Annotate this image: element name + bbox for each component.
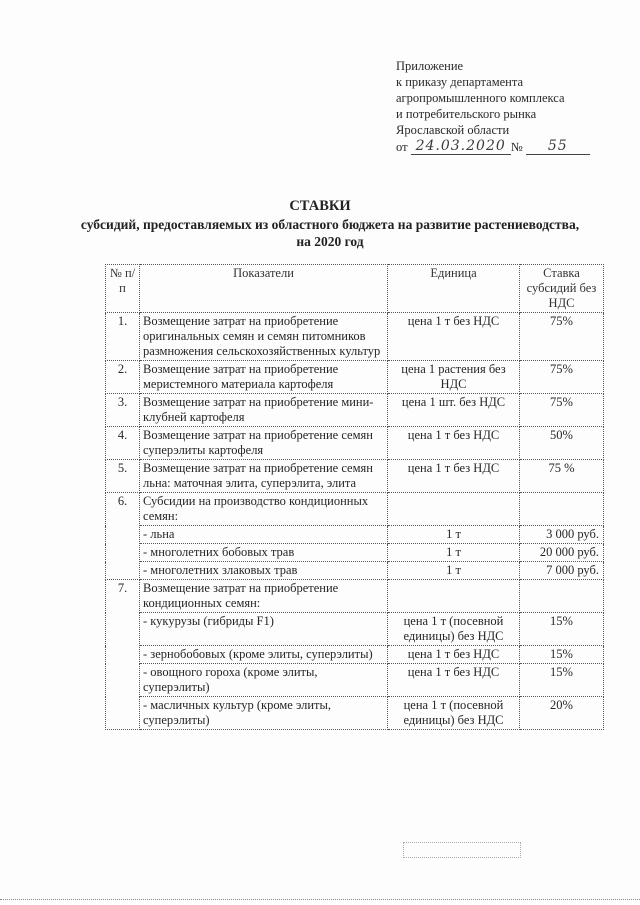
appendix-line: к приказу департамента: [396, 75, 524, 89]
document-title: СТАВКИ: [289, 198, 351, 214]
document-subtitle: субсидий, предоставляемых из областного бюджета на развитие растениеводства, на 2020 год: [80, 217, 580, 249]
table-row: [106, 460, 604, 493]
table-subrow: [106, 646, 604, 664]
from-label: от: [396, 140, 408, 154]
subrow-unit: 1 т: [388, 562, 520, 580]
table-row: [106, 313, 604, 361]
row-indicator: Возмещение затрат на приобретение оригинальных семян и семян питомников размножения сельскохозяйственных культур: [140, 313, 388, 361]
subrow-indicator: - льна: [140, 526, 388, 544]
table-subrow: [106, 544, 604, 562]
subrow-rate: 20%: [520, 697, 604, 730]
table-row: [106, 493, 604, 526]
table-row: [106, 361, 604, 394]
row-unit: цена 1 т без НДС: [388, 427, 520, 460]
page-bottom-divider: [0, 899, 640, 900]
table-subrow: [106, 613, 604, 646]
order-date-number: [396, 138, 636, 155]
row-num: 2.: [106, 361, 140, 394]
row-unit: цена 1 шт. без НДС: [388, 394, 520, 427]
row-section-heading: Возмещение затрат на приобретение кондиционных семян:: [140, 580, 388, 613]
subrow-rate: 15%: [520, 664, 604, 697]
subrow-unit: цена 1 т без НДС: [388, 646, 520, 664]
header-indicator: Показатели: [140, 265, 388, 313]
row-num: 3.: [106, 394, 140, 427]
row-rate-empty: [520, 580, 604, 613]
table-header-row: [106, 265, 604, 313]
row-indicator: Возмещение затрат на приобретение меристемного материала картофеля: [140, 361, 388, 394]
table-row: [106, 394, 604, 427]
appendix-line: Приложение: [396, 59, 464, 73]
row-unit: цена 1 растения без НДС: [388, 361, 520, 394]
table-subrow: [106, 526, 604, 544]
row-num: 7.: [106, 580, 140, 730]
subrow-unit: цена 1 т (посевной единицы) без НДС: [388, 613, 520, 646]
table-subrow: [106, 664, 604, 697]
row-rate: 75 %: [520, 460, 604, 493]
subrow-indicator: - овощного гороха (кроме элиты, суперэлиты): [140, 664, 388, 697]
header-unit: Единица: [388, 265, 520, 313]
appendix-block: [396, 58, 636, 155]
subrow-rate: 20 000 руб.: [520, 544, 604, 562]
row-num: 5.: [106, 460, 140, 493]
subrow-indicator: - кукурузы (гибриды F1): [140, 613, 388, 646]
faded-stamp: [403, 842, 521, 858]
row-indicator: Возмещение затрат на приобретение семян суперэлиты картофеля: [140, 427, 388, 460]
subrow-indicator: - масличных культур (кроме элиты, суперэлиты): [140, 697, 388, 730]
table-subrow: [106, 697, 604, 730]
subrow-unit: 1 т: [388, 526, 520, 544]
row-unit: цена 1 т без НДС: [388, 313, 520, 361]
row-unit-empty: [388, 580, 520, 613]
subrow-indicator: - зернобобовых (кроме элиты, суперэлиты): [140, 646, 388, 664]
row-unit-empty: [388, 493, 520, 526]
subrow-unit: цена 1 т без НДС: [388, 664, 520, 697]
row-num: 4.: [106, 427, 140, 460]
subrow-unit: 1 т: [388, 544, 520, 562]
table-row: [106, 427, 604, 460]
appendix-line: агропромышленного комплекса: [396, 91, 565, 105]
subrow-unit: цена 1 т (посевной единицы) без НДС: [388, 697, 520, 730]
subrow-rate: 7 000 руб.: [520, 562, 604, 580]
handwritten-date: 24.03.2020: [411, 138, 511, 155]
row-num: 6.: [106, 493, 140, 580]
row-indicator: Возмещение затрат на приобретение мини-клубней картофеля: [140, 394, 388, 427]
row-unit: цена 1 т без НДС: [388, 460, 520, 493]
header-rate: Ставка субсидий без НДС: [520, 265, 604, 313]
table-subrow: [106, 562, 604, 580]
row-num: 1.: [106, 313, 140, 361]
subrow-rate: 15%: [520, 646, 604, 664]
number-label: №: [510, 140, 523, 154]
appendix-line: и потребительского рынка: [396, 107, 537, 121]
table-row: [106, 580, 604, 613]
handwritten-number: 55: [526, 138, 590, 155]
subrow-rate: 3 000 руб.: [520, 526, 604, 544]
row-indicator: Возмещение затрат на приобретение семян льна: маточная элита, суперэлита, элита: [140, 460, 388, 493]
row-rate: 75%: [520, 313, 604, 361]
row-rate: 75%: [520, 361, 604, 394]
subrow-indicator: - многолетних злаковых трав: [140, 562, 388, 580]
subrow-rate: 15%: [520, 613, 604, 646]
row-rate: 50%: [520, 427, 604, 460]
row-rate: 75%: [520, 394, 604, 427]
row-rate-empty: [520, 493, 604, 526]
rates-table: [105, 264, 604, 730]
subrow-indicator: - многолетних бобовых трав: [140, 544, 388, 562]
header-num: № п/п: [106, 265, 140, 313]
appendix-line: Ярославской области: [396, 123, 510, 137]
row-section-heading: Субсидии на производство кондиционных семян:: [140, 493, 388, 526]
